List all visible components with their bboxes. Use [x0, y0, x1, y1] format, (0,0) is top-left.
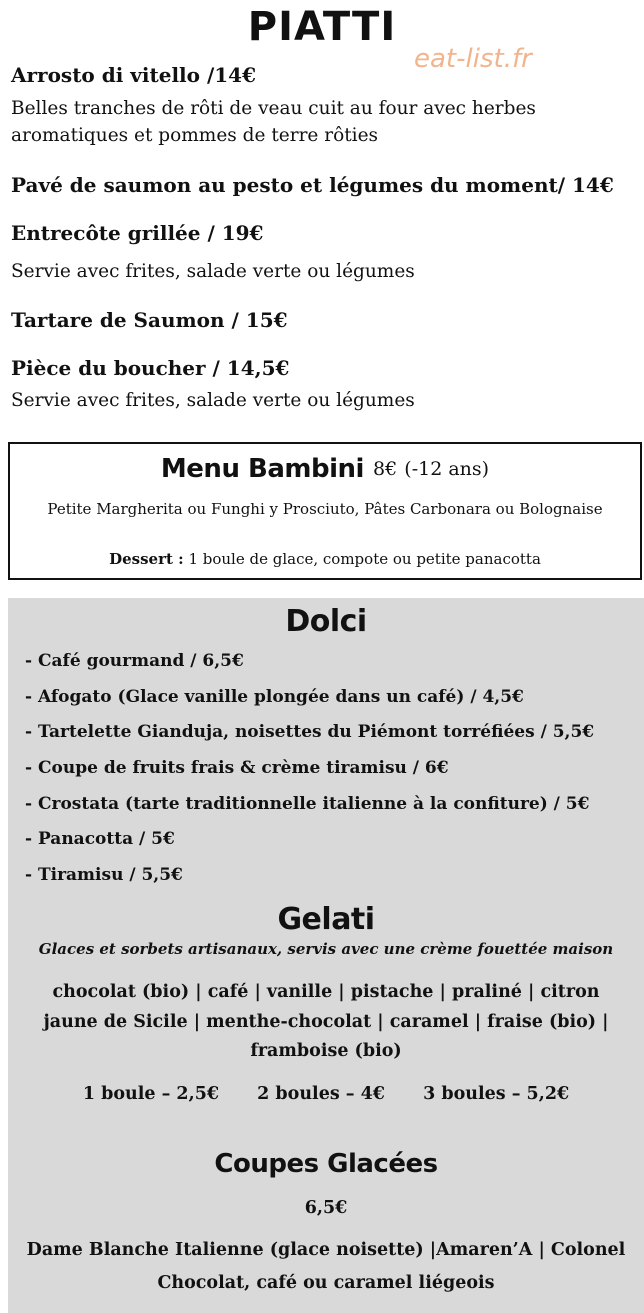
coupes-title: Coupes Glacées: [214, 1149, 438, 1179]
dish-name: Pièce du boucher / 14,5€: [11, 356, 290, 380]
dish-description: Servie avec frites, salade verte ou légumes: [11, 261, 415, 282]
dish-description: Servie avec frites, salade verte ou légumes: [11, 390, 415, 411]
dish-name: Arrosto di vitello /14€: [11, 63, 257, 87]
watermark: eat-list.fr: [414, 44, 532, 74]
page-title: PIATTI: [247, 4, 397, 50]
bambini-dessert-label: Dessert :: [109, 550, 184, 568]
dish-name: Entrecôte grillée / 19€: [11, 221, 264, 245]
dish-name: Pavé de saumon au pesto et légumes du moment/ 14€: [11, 173, 614, 197]
gelati-price: 2 boules – 4€: [257, 1084, 385, 1104]
gelati-price: 1 boule – 2,5€: [82, 1084, 220, 1104]
bambini-price: 8€: [373, 458, 398, 480]
gelati-prices: [8, 1084, 644, 1104]
dolci-item: - Crostata (tarte traditionnelle italienne à la confiture) / 5€: [25, 794, 590, 814]
bambini-dessert-text: 1 boule de glace, compote ou petite panacotta: [183, 550, 541, 568]
bambini-age: (-12 ans): [404, 458, 490, 480]
dish-description: Belles tranches de rôti de veau cuit au four avec herbes aromatiques et pommes de terre rôties: [11, 98, 536, 146]
bambini-box: [8, 442, 642, 580]
dolci-item: - Coupe de fruits frais & crème tiramisu / 6€: [25, 758, 449, 778]
dolci-title: Dolci: [285, 604, 367, 639]
gelati-flavors: chocolat (bio) | café | vanille | pistache | praliné | citron jaune de Sicile | menthe-chocolat | caramel | fraise (bio) | framboise (bio): [43, 982, 609, 1061]
bambini-description: Petite Margherita ou Funghi y Prosciuto, Pâtes Carbonara ou Bolognaise: [47, 500, 603, 518]
dolci-item: - Afogato (Glace vanille plongée dans un café) / 4,5€: [25, 687, 524, 707]
dolci-item: - Tiramisu / 5,5€: [25, 865, 183, 885]
dish-name: Tartare de Saumon / 15€: [11, 308, 288, 332]
desserts-panel: [8, 598, 644, 1313]
bambini-title: Menu Bambini: [160, 454, 364, 484]
bambini-dessert: [10, 548, 640, 570]
dolci-item: - Café gourmand / 6,5€: [25, 651, 244, 671]
dolci-item: - Panacotta / 5€: [25, 829, 175, 849]
bambini-title-row: [10, 454, 640, 484]
gelati-title: Gelati: [277, 902, 375, 937]
gelati-subtitle: Glaces et sorbets artisanaux, servis avec une crème fouettée maison: [38, 940, 614, 958]
coupes-description: Dame Blanche Italienne (glace noisette) |Amaren’A | Colonel Chocolat, café ou caramel liégeois: [26, 1240, 626, 1293]
coupes-price: 6,5€: [304, 1198, 348, 1218]
gelati-price: 3 boules – 5,2€: [423, 1084, 570, 1104]
dolci-item: - Tartelette Gianduja, noisettes du Piémont torréfiées / 5,5€: [25, 722, 595, 742]
